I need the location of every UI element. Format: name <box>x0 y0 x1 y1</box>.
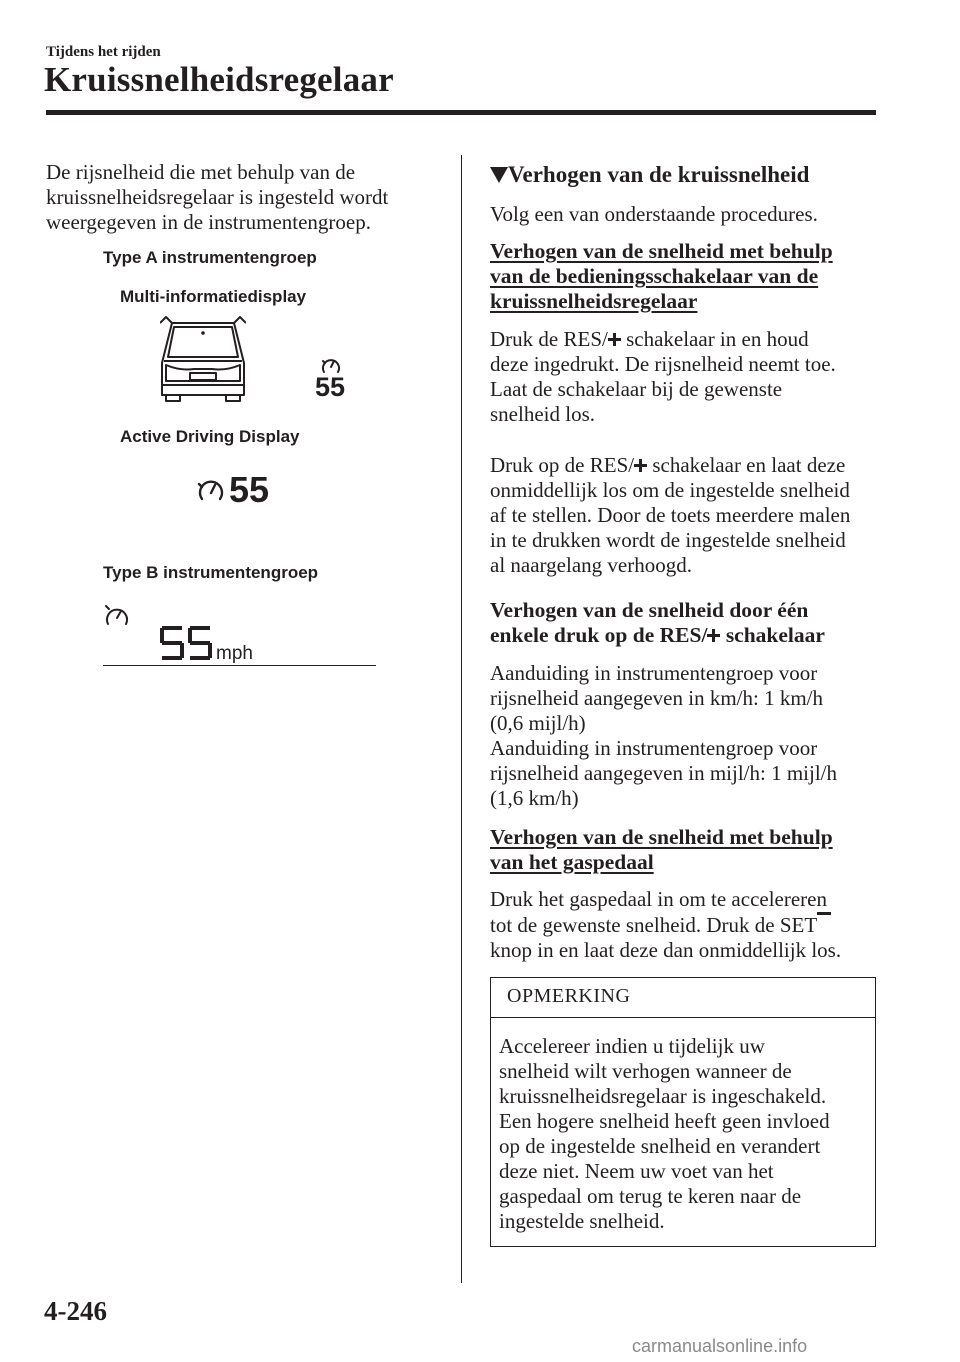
subheading-line: van het gaspedaal <box>490 850 654 874</box>
text-line: knop in en laat deze dan onmiddellijk los. <box>490 938 842 962</box>
text-line: snelheid wilt verhogen wanneer de <box>499 1059 792 1083</box>
text-line: (0,6 mijl/h) <box>490 711 586 735</box>
subheading-line: kruissnelheidsregelaar <box>490 289 698 313</box>
text-line: rijsnelheid aangegeven in km/h: 1 km/h <box>490 686 824 710</box>
text-line: af te stellen. Door de toets meerdere malen <box>490 503 851 527</box>
note-divider <box>490 1017 876 1018</box>
subheading-line: van de bedieningsschakelaar van de <box>490 264 819 288</box>
multi-info-label: Multi-informatiedisplay <box>120 287 307 306</box>
subheading-line: Verhogen van de snelheid met behulp <box>490 239 833 263</box>
paragraph-increments <box>490 661 880 811</box>
subheading-single-press <box>490 598 880 648</box>
subheading-switch <box>490 239 870 314</box>
type-b-label: Type B instrumentengroep <box>103 563 319 582</box>
text-line: Druk het gaspedaal in om te accelereren <box>490 887 827 911</box>
intro-line: De rijsnelheid die met behulp van de <box>46 160 356 184</box>
heading-text: Verhogen van de kruissnelheid <box>508 162 810 187</box>
text-line: (1,6 km/h) <box>490 786 579 810</box>
text-run: tot de gewenste snelheid. Druk de SET <box>490 913 818 937</box>
active-speed-value: 55 <box>229 469 270 510</box>
cruise-speedo-icon <box>103 602 131 628</box>
text-line: in te drukken wordt de ingestelde snelheid <box>490 528 846 552</box>
car-rear-icon <box>160 313 246 405</box>
paragraph-hold <box>490 327 880 427</box>
text-line: deze ingedrukt. De rijsnelheid neemt toe. <box>490 352 836 376</box>
text-run: enkele druk op de RES/ <box>490 623 708 647</box>
page-title: Kruissnelheidsregelaar <box>44 60 394 99</box>
subheading-line: Verhogen van de snelheid met behulp <box>490 825 833 849</box>
type-a-label: Type A instrumentengroep <box>103 248 317 267</box>
intro-line: weergegeven in de instrumentengroep. <box>46 210 371 234</box>
text-run: schakelaar <box>720 623 825 647</box>
intro-line: kruissnelheidsregelaar is ingesteld wordt <box>46 185 389 209</box>
watermark: carmanualsonline.info <box>632 1336 808 1356</box>
text-run: schakelaar en laat deze <box>647 453 846 477</box>
subheading-pedal <box>490 825 870 875</box>
text-line: rijsnelheid aangegeven in mijl/h: 1 mijl/h <box>490 761 838 785</box>
cruise-speedo-icon <box>196 478 226 502</box>
text-line: Accelereer indien u tijdelijk uw <box>499 1034 765 1058</box>
section-heading <box>490 162 809 187</box>
paragraph-pedal <box>490 887 880 963</box>
type-b-unit: mph <box>216 643 253 664</box>
text-line: Een hogere snelheid heeft geen invloed <box>499 1109 830 1133</box>
text-line: gaspedaal om terug te keren naar de <box>499 1184 802 1208</box>
section-label: Tijdens het rijden <box>46 44 161 60</box>
text-line: Aanduiding in instrumentengroep voor <box>490 736 818 760</box>
text-line: al naargelang verhoogd. <box>490 553 692 577</box>
header-rule <box>46 110 876 115</box>
text-run: schakelaar in en houd <box>620 327 809 351</box>
subheading-line: Verhogen van de snelheid door één <box>490 598 809 622</box>
text-line: Aanduiding in instrumentengroep voor <box>490 661 818 685</box>
active-display-label: Active Driving Display <box>120 427 300 446</box>
minus-icon <box>817 912 831 924</box>
plus-icon <box>634 459 647 472</box>
triangle-down-icon <box>490 167 508 183</box>
column-divider <box>461 155 462 1283</box>
paragraph-tap <box>490 453 880 578</box>
text-run: Druk de RES/ <box>490 327 608 351</box>
multi-speed-value: 55 <box>315 372 346 402</box>
text-run: Druk op de RES/ <box>490 453 635 477</box>
text-line: op de ingestelde snelheid en verandert <box>499 1134 821 1158</box>
segment-speed-display <box>160 626 214 662</box>
note-text <box>499 1034 869 1234</box>
plus-icon <box>608 333 621 346</box>
text-line: kruissnelheidsregelaar is ingeschakeld. <box>499 1084 827 1108</box>
note-title: OPMERKING <box>507 985 631 1007</box>
page-number: 4-246 <box>44 1296 107 1326</box>
text-line: ingestelde snelheid. <box>499 1209 665 1233</box>
text-line: deze niet. Neem uw voet van het <box>499 1159 774 1183</box>
figure-rule <box>103 665 376 666</box>
text-line: Laat de schakelaar bij de gewenste <box>490 377 783 401</box>
right-intro: Volg een van onderstaande procedures. <box>490 202 818 226</box>
text-line: snelheid los. <box>490 402 595 426</box>
plus-icon <box>707 629 720 642</box>
left-intro <box>46 160 456 235</box>
text-line: onmiddellijk los om de ingestelde snelheid <box>490 478 850 502</box>
